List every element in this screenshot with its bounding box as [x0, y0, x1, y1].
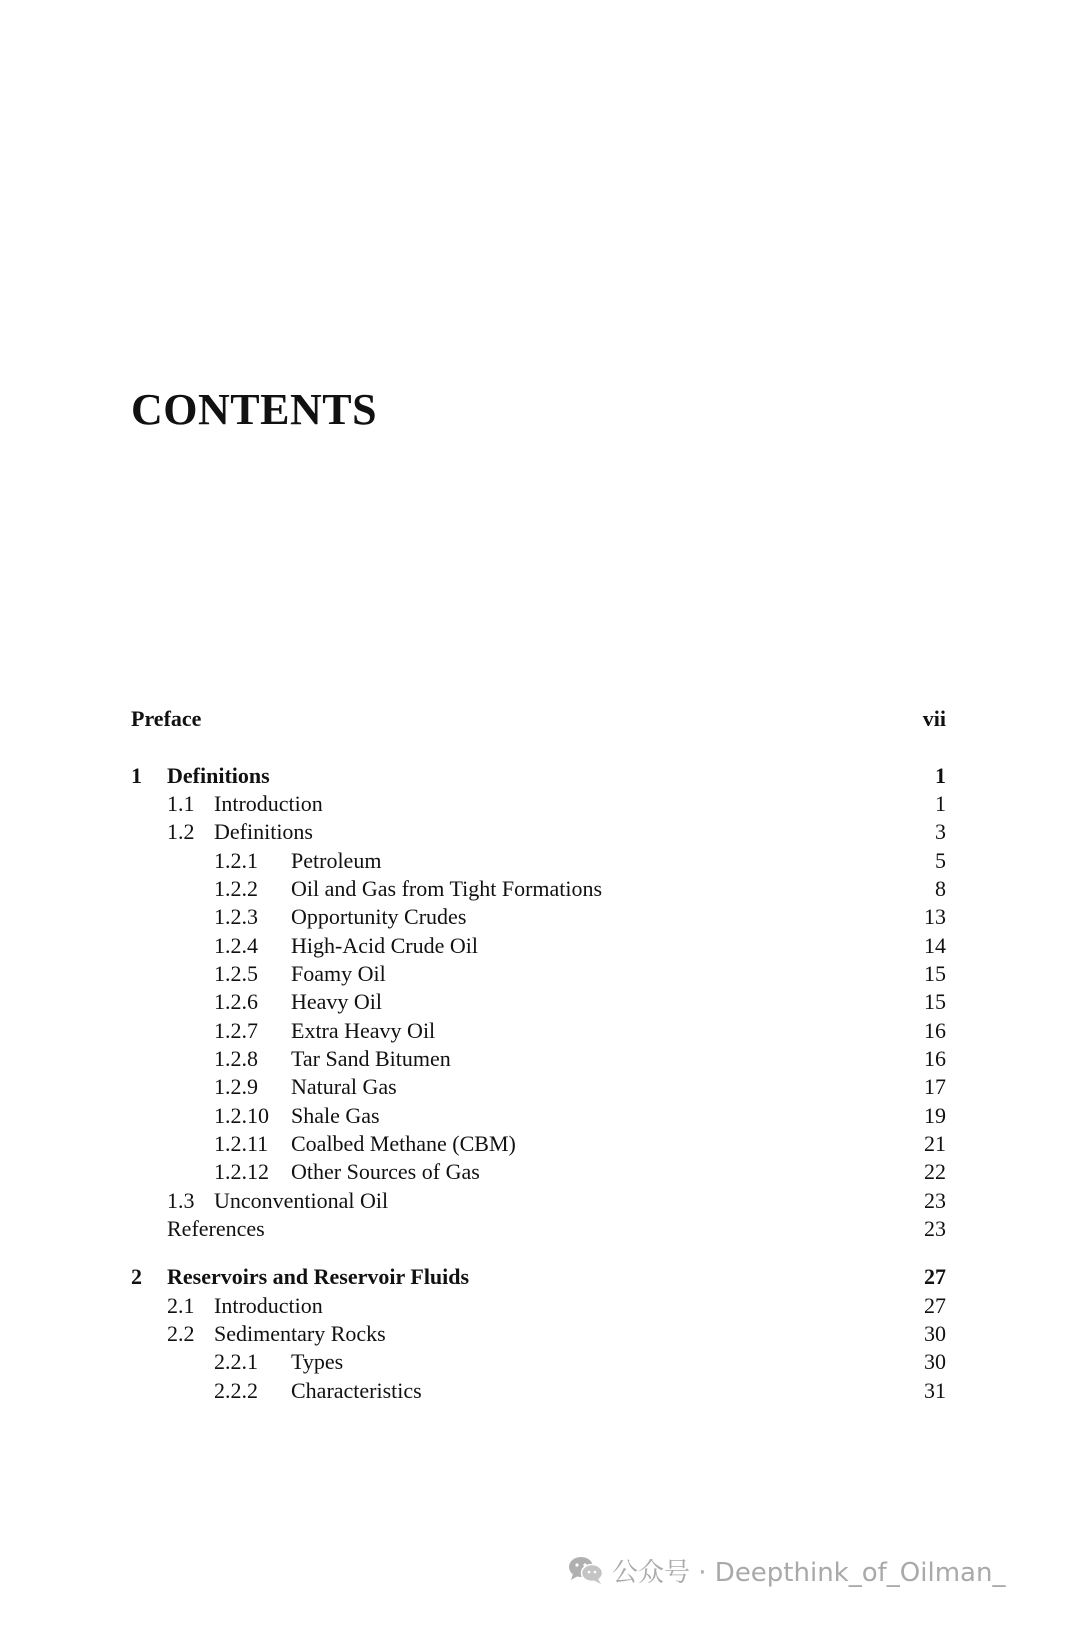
toc-entry-title: Extra Heavy Oil — [291, 1018, 436, 1043]
toc-entry-number: 1.2.9 — [214, 1074, 258, 1099]
toc-entry-page: 14 — [924, 933, 946, 958]
toc-entry-page: 15 — [924, 989, 946, 1014]
toc-entry-number: 2.2.1 — [214, 1349, 258, 1374]
toc-chapter-title: Reservoirs and Reservoir Fluids — [167, 1264, 470, 1289]
toc-entry-number: 1.2.1 — [214, 848, 258, 873]
toc-entry-title: Unconventional Oil — [214, 1188, 389, 1213]
toc-preface[interactable] — [0, 704, 1080, 734]
toc-entry[interactable] — [0, 1347, 1080, 1377]
toc-entry-number: 1.2.4 — [214, 933, 258, 958]
toc-entry-number: 1.2.3 — [214, 904, 258, 929]
toc-entry-page: 13 — [924, 904, 946, 929]
toc-entry-number: 1.2.12 — [214, 1159, 269, 1184]
toc-entry-title: Tar Sand Bitumen — [291, 1046, 451, 1071]
toc-entry[interactable] — [0, 1044, 1080, 1074]
toc-entry-title: References — [167, 1216, 265, 1241]
toc-entry-page: 15 — [924, 961, 946, 986]
toc-entry-number: 1.2.10 — [214, 1103, 269, 1128]
toc-entry[interactable] — [0, 874, 1080, 904]
toc-entry-number: 1.2.6 — [214, 989, 258, 1014]
toc-entry-number: 2.1 — [167, 1293, 195, 1318]
toc-entry-page: 30 — [924, 1349, 946, 1374]
toc-entry-title: Coalbed Methane (CBM) — [291, 1131, 516, 1156]
toc-entry-title: Heavy Oil — [291, 989, 383, 1014]
toc-entry[interactable] — [0, 1376, 1080, 1406]
toc-entry-title: Preface — [131, 706, 202, 731]
toc-entry-number: 2.2.2 — [214, 1378, 258, 1403]
toc-entry-page: 23 — [924, 1216, 946, 1241]
toc-entry-number: 1.2.2 — [214, 876, 258, 901]
toc-entry-title: Definitions — [214, 819, 313, 844]
toc-entry-page: 5 — [935, 848, 946, 873]
toc-entry-title: Shale Gas — [291, 1103, 380, 1128]
toc-entry-page: 23 — [924, 1188, 946, 1213]
toc-entry-number: 1.2.5 — [214, 961, 258, 986]
toc-entry[interactable] — [0, 1291, 1080, 1321]
toc-chapter-page: 27 — [924, 1264, 946, 1289]
toc-chapter-page: 1 — [935, 763, 946, 788]
page-title: CONTENTS — [131, 385, 378, 434]
watermark-text: 公众号 · Deepthink_of_Oilman_ — [612, 1557, 1006, 1588]
toc-entry-number: 1.2 — [167, 819, 195, 844]
toc-entry-number: 1.1 — [167, 791, 195, 816]
toc-entry-number: 1.3 — [167, 1188, 195, 1213]
toc-entry-page: 8 — [935, 876, 946, 901]
toc-entry-references[interactable] — [0, 1214, 1080, 1244]
toc-entry[interactable] — [0, 1016, 1080, 1046]
toc-entry[interactable] — [0, 846, 1080, 876]
toc-entry-page: 21 — [924, 1131, 946, 1156]
wechat-icon — [568, 1555, 604, 1585]
toc-entry[interactable] — [0, 789, 1080, 819]
toc-entry-title: Introduction — [214, 1293, 323, 1318]
toc-entry-title: Sedimentary Rocks — [214, 1321, 386, 1346]
toc-entry-page: 16 — [924, 1018, 946, 1043]
toc-entry[interactable] — [0, 1072, 1080, 1102]
toc-entry-title: Introduction — [214, 791, 323, 816]
toc-entry[interactable] — [0, 987, 1080, 1017]
toc-entry[interactable] — [0, 1101, 1080, 1131]
toc-entry-page: vii — [922, 706, 946, 731]
toc-entry-title: Other Sources of Gas — [291, 1159, 480, 1184]
toc-entry-title: Natural Gas — [291, 1074, 397, 1099]
toc-entry-number: 1.2.11 — [214, 1131, 269, 1156]
toc-entry-title: Petroleum — [291, 848, 382, 873]
toc-entry-page: 27 — [924, 1293, 946, 1318]
toc-entry[interactable] — [0, 959, 1080, 989]
toc-entry-page: 1 — [935, 791, 946, 816]
toc-entry-title: Characteristics — [291, 1378, 422, 1403]
toc-entry-page: 22 — [924, 1159, 946, 1184]
toc-entry-page: 3 — [935, 819, 946, 844]
toc-chapter-2[interactable] — [0, 1262, 1080, 1292]
toc-chapter-number: 1 — [131, 763, 142, 788]
toc-entry-title: Opportunity Crudes — [291, 904, 467, 929]
toc-entry-number: 2.2 — [167, 1321, 195, 1346]
toc-chapter-title: Definitions — [167, 763, 270, 788]
toc-entry[interactable] — [0, 902, 1080, 932]
toc-entry-title: Foamy Oil — [291, 961, 386, 986]
toc-chapter-1[interactable] — [0, 761, 1080, 791]
toc-entry[interactable] — [0, 1319, 1080, 1349]
toc-entry-page: 19 — [924, 1103, 946, 1128]
toc-entry[interactable] — [0, 1129, 1080, 1159]
watermark — [568, 1552, 1005, 1588]
toc-entry-title: High-Acid Crude Oil — [291, 933, 478, 958]
toc-entry[interactable] — [0, 1157, 1080, 1187]
toc-entry-number: 1.2.7 — [214, 1018, 258, 1043]
toc-entry[interactable] — [0, 817, 1080, 847]
toc-entry-page: 30 — [924, 1321, 946, 1346]
toc-entry[interactable] — [0, 931, 1080, 961]
toc-entry-page: 17 — [924, 1074, 946, 1099]
toc-entry-page: 31 — [924, 1378, 946, 1403]
toc-chapter-number: 2 — [131, 1264, 142, 1289]
toc-entry-title: Types — [291, 1349, 344, 1374]
toc-entry[interactable] — [0, 1186, 1080, 1216]
toc-entry-number: 1.2.8 — [214, 1046, 258, 1071]
toc-entry-title: Oil and Gas from Tight Formations — [291, 876, 603, 901]
toc-entry-page: 16 — [924, 1046, 946, 1071]
